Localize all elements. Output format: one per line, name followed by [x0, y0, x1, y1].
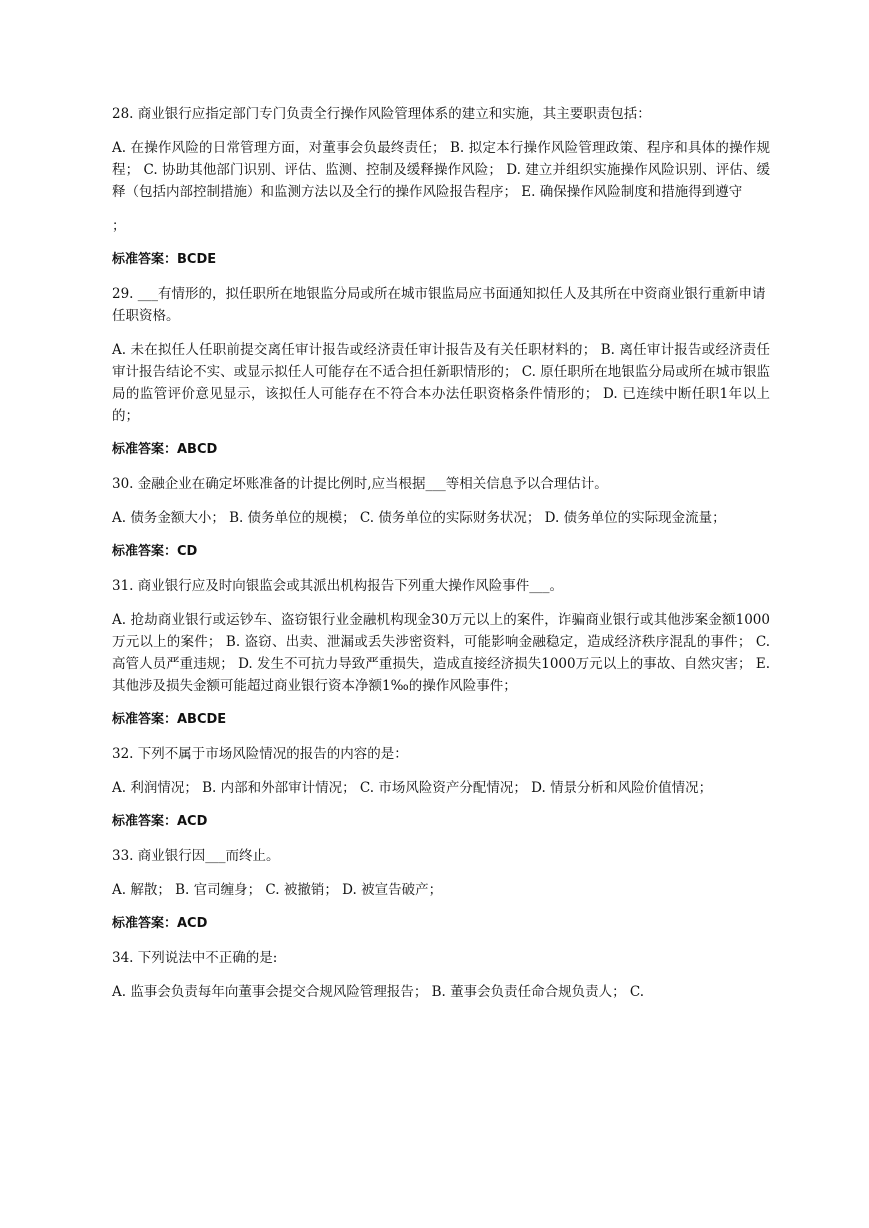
question-text: 31. 商业银行应及时向银监会或其派出机构报告下列重大操作风险事件___。	[112, 578, 564, 594]
separator-text: ；	[112, 218, 126, 234]
question-text: 29. ___有情形的，拟任职所在地银监分局或所在城市银监局应书面通知拟任人及其所在中资商业银行重新申请任职资格。	[112, 286, 766, 324]
standard-answer: 标准答案：BCDE	[112, 252, 217, 267]
question-block-28	[112, 103, 770, 271]
standard-answer: 标准答案：ABCDE	[112, 712, 227, 727]
options-text: A. 利润情况； B. 内部和外部审计情况； C. 市场风险资产分配情况； D. 情景分析和风险价值情况；	[112, 780, 713, 796]
options-text: A. 解散； B. 官司缠身； C. 被撤销； D. 被宣告破产；	[112, 882, 443, 898]
standard-answer: 标准答案：ACD	[112, 916, 208, 931]
question-block-32	[112, 743, 770, 833]
options-text: A. 抢劫商业银行或运钞车、盗窃银行业金融机构现金30万元以上的案件，诈骗商业银行或其他涉案金额1000万元以上的案件； B. 盗窃、出卖、泄漏或丢失涉密资料，可能影响金融稳定，造成经济秩序混乱的事件； C. 高管人员严重违规； D. 发生不可抗力导致严重损失，造成直接经济损失1000万元以上的事故、自然灾害； E. 其他涉及损失金额可能超过商业银行资本净额1‰的操作风险事件；	[112, 612, 770, 694]
options-text: A. 在操作风险的日常管理方面，对董事会负最终责任； B. 拟定本行操作风险管理政策、程序和具体的操作规程； C. 协助其他部门识别、评估、监测、控制及缓释操作风险； D. 建立并组织实施操作风险识别、评估、缓释（包括内部控制措施）和监测方法以及全行的操作风险报告程序； E. 确保操作风险制度和措施得到遵守	[112, 140, 770, 200]
question-text: 33. 商业银行因___而终止。	[112, 848, 280, 864]
standard-answer: 标准答案：CD	[112, 544, 198, 559]
standard-answer: 标准答案：ACD	[112, 814, 208, 829]
question-text: 30. 金融企业在确定坏账准备的计提比例时,应当根据___等相关信息予以合理估计。	[112, 476, 608, 492]
options-text: A. 未在拟任人任职前提交离任审计报告或经济责任审计报告及有关任职材料的； B. 离任审计报告或经济责任审计报告结论不实、或显示拟任人可能存在不适合担任新职情形的； C. 原任职所在地银监分局或所在城市银监局的监管评价意见显示，该拟任人可能存在不符合本办法任职资格条件情形的； D. 已连续中断任职1年以上的；	[112, 342, 770, 424]
question-text: 28. 商业银行应指定部门专门负责全行操作风险管理体系的建立和实施，其主要职责包括：	[112, 106, 651, 122]
question-block-33	[112, 845, 770, 935]
question-text: 32. 下列不属于市场风险情况的报告的内容的是：	[112, 746, 408, 762]
question-block-30	[112, 473, 770, 563]
question-block-31	[112, 575, 770, 731]
options-text: A. 债务金额大小； B. 债务单位的规模； C. 债务单位的实际财务状况； D. 债务单位的实际现金流量；	[112, 510, 726, 526]
options-text: A. 监事会负责每年向董事会提交合规风险管理报告； B. 董事会负责任命合规负责人； C.	[112, 984, 645, 1000]
standard-answer: 标准答案：ABCD	[112, 442, 218, 457]
question-block-34	[112, 947, 770, 1003]
question-block-29	[112, 283, 770, 461]
document-page	[112, 103, 770, 1015]
question-text: 34. 下列说法中不正确的是:	[112, 950, 278, 966]
